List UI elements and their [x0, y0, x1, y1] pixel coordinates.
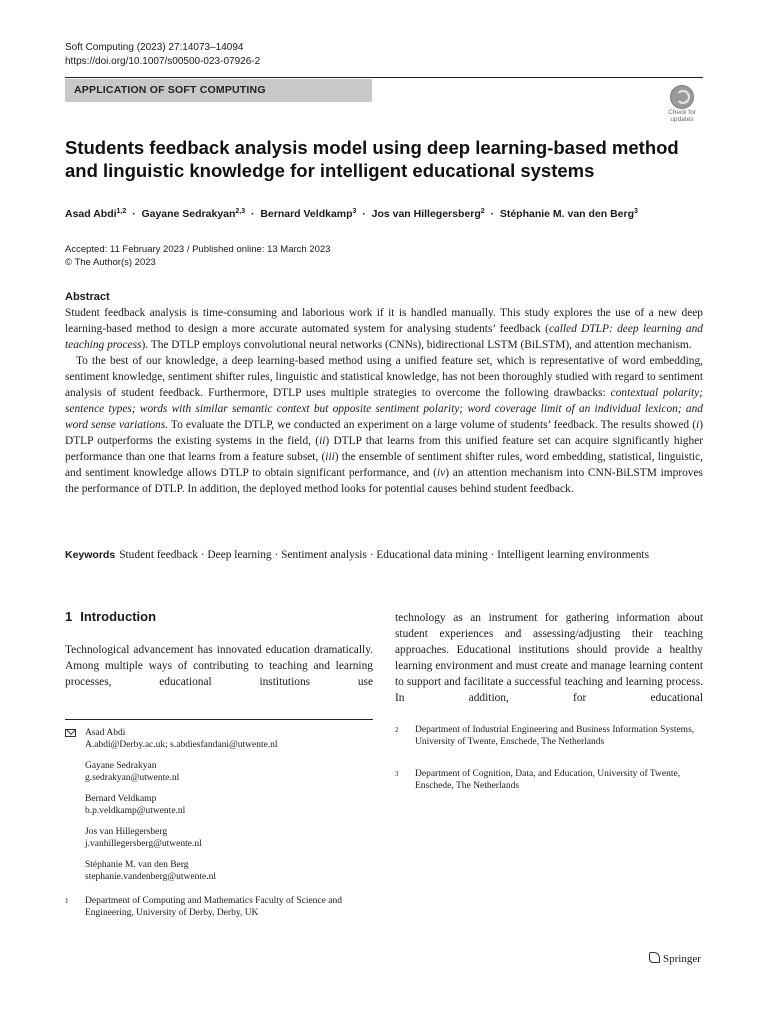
- intro-text-right: technology as an instrument for gathering information about student experiences and assessing/adjusting their teaching approaches. Educational institutions should provide a healthy learning environment and must create and manage learning content to support and facilitate a successful teaching and learning process. In addition, for educational: [395, 612, 703, 704]
- publisher-logo: [649, 952, 701, 966]
- affiliation-text: Department of Computing and Mathematics Faculty of Science and Engineering, University of Derby, Derby, UK: [85, 896, 342, 918]
- contact-name: Gayane Sedrakyan: [85, 761, 157, 771]
- section-label: APPLICATION OF SOFT COMPUTING: [74, 84, 266, 96]
- contact-name: Asad Abdi: [85, 728, 126, 738]
- journal-citation: Soft Computing (2023) 27:14073–14094: [65, 42, 244, 53]
- author-affiliation: 3: [634, 208, 638, 215]
- section-number: 1: [65, 609, 73, 624]
- affiliation-number: 3: [395, 770, 399, 778]
- contact-name: Stéphanie M. van den Berg: [85, 860, 189, 870]
- affiliation-text: Department of Cognition, Data, and Education, University of Twente, Enschede, The Netherlands: [415, 769, 681, 791]
- contact-entry: [85, 793, 375, 817]
- contact-email[interactable]: A.abdi@Derby.ac.uk; s.abdiesfandani@utwente.nl: [85, 740, 278, 750]
- publication-dates: [65, 243, 330, 269]
- section-banner: [65, 79, 372, 102]
- author-name[interactable]: Gayane Sedrakyan: [141, 208, 236, 220]
- envelope-icon: [65, 729, 76, 737]
- title-line: and linguistic knowledge for intelligent educational systems: [65, 160, 595, 181]
- author-affiliation: 3: [352, 208, 357, 215]
- contact-entry: [85, 859, 375, 883]
- author-affiliation: 2,3: [235, 208, 246, 215]
- author-name[interactable]: Jos van Hillegersberg: [371, 208, 481, 220]
- contact-name: Jos van Hillegersberg: [85, 827, 168, 837]
- footnote-rule: [65, 719, 373, 720]
- springer-horse-icon: [649, 952, 660, 963]
- paper-title: [65, 136, 685, 182]
- check-updates-label: Check for updates: [668, 109, 696, 123]
- accepted-published-line: Accepted: 11 February 2023 / Published online: 13 March 2023: [65, 244, 331, 255]
- contact-entry: [85, 760, 375, 784]
- contact-name: Bernard Veldkamp: [85, 794, 157, 804]
- contact-email[interactable]: stephanie.vandenberg@utwente.nl: [85, 872, 216, 882]
- abstract-heading: Abstract: [65, 291, 110, 303]
- abstract-paragraph: Student feedback analysis is time-consuming and laborious work if it is handled manually. This study explores the use of a new deep learning-based method to design a more accurate automated system for analysing students’ feedback (called DTLP: deep learning and teaching process). The DTLP employs convolutional neural networks (CNNs), bidirectional LSTM (BiLSTM), and attention mechanism.: [65, 307, 703, 351]
- affiliation-number: 2: [395, 726, 399, 734]
- contact-entry: [85, 727, 375, 751]
- header-rule: [65, 77, 703, 78]
- author-name[interactable]: Asad Abdi: [65, 208, 117, 220]
- affiliation-text: Department of Industrial Engineering and Business Information Systems, University of Twente, Enschede, The Netherlands: [415, 725, 695, 747]
- author-name[interactable]: Stéphanie M. van den Berg: [499, 208, 635, 220]
- check-for-updates-badge[interactable]: [662, 84, 702, 124]
- affiliation-number: 1: [65, 897, 69, 905]
- author-list: Asad Abdi$^{1,2}$ · Gayane Sedrakyan$^{2,3}$ · Bernard Veldkamp$^3$ · Jos van Hillegersberg$^2$ · Stéphanie M. van den Berg$^3$: [65, 208, 638, 220]
- keywords: [65, 547, 703, 563]
- author-affiliation: 1,2: [116, 208, 127, 215]
- keywords-list: Student feedback · Deep learning · Sentiment analysis · Educational data mining · Intelligent learning environments: [119, 549, 650, 561]
- section-title: Introduction: [80, 609, 157, 624]
- contact-email[interactable]: g.sedrakyan@utwente.nl: [85, 773, 180, 783]
- copyright-line: © The Author(s) 2023: [65, 257, 156, 268]
- contact-email[interactable]: b.p.veldkamp@utwente.nl: [85, 806, 186, 816]
- abstract-body: [65, 305, 703, 497]
- contact-email[interactable]: j.vanhillegersberg@utwente.nl: [85, 839, 202, 849]
- title-line: Students feedback analysis model using deep learning-based method: [65, 137, 679, 158]
- author-affiliation: 2: [480, 208, 485, 215]
- intro-text-left: Technological advancement has innovated education dramatically. Among multiple ways of contributing to teaching and learning processes, educational institutions use: [65, 644, 373, 688]
- publisher-name: Springer: [663, 953, 701, 965]
- keywords-heading: Keywords: [65, 549, 116, 561]
- section-heading-introduction: [65, 609, 156, 624]
- check-updates-icon: [670, 85, 694, 109]
- contact-entry: [85, 826, 375, 850]
- doi-link[interactable]: https://doi.org/10.1007/s00500-023-07926-2: [65, 56, 261, 67]
- abstract-paragraph: To the best of our knowledge, a deep learning-based method using a unified feature set, which is representative of word embedding, sentiment knowledge, sentiment shifter rules, linguistic and statistical knowledge, has not been thoroughly studied with regard to sentiment analysis of student feedback. Furthermore, DTLP uses multiple strategies to overcome the following drawbacks: contextual polarity; sentence types; words with similar semantic context but opposite sentiment polarity; word coverage limit of an individual lexicon; and word sense variations. To evaluate the DTLP, we conducted an experiment on a large volume of students’ feedback. The results showed (i) DTLP outperforms the existing systems in the field, (ii) DTLP that learns from this unified feature set can acquire significantly higher performance than one that learns from a feature subset, (iii) the ensemble of sentiment shifter rules, word embedding, statistical, linguistic, and sentiment knowledge allows DTLP to obtain significant performance, and (iv) an attention mechanism into CNN-BiLSTM improves the performance of DTLP. In addition, the deployed method looks for potential causes behind student feedback.: [65, 355, 704, 495]
- author-name[interactable]: Bernard Veldkamp: [260, 208, 353, 220]
